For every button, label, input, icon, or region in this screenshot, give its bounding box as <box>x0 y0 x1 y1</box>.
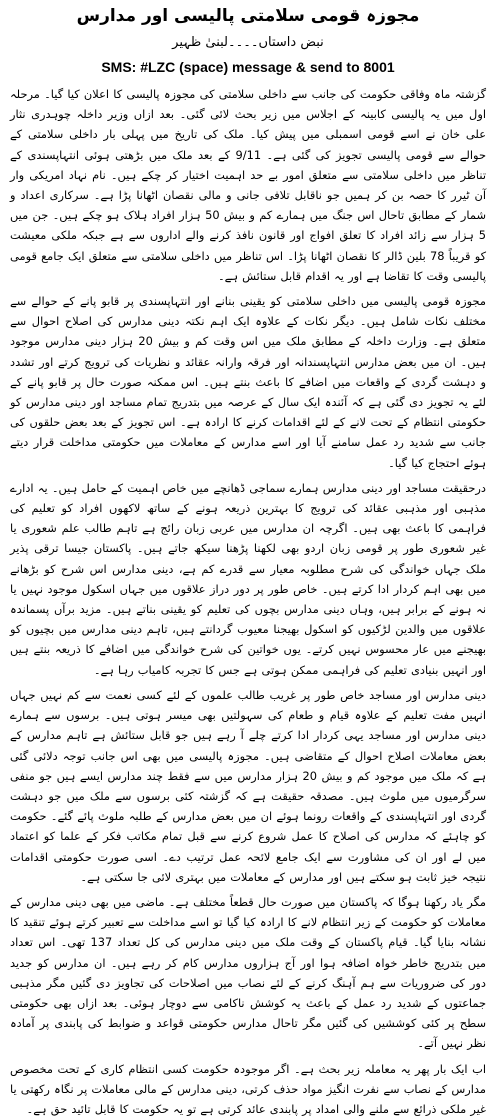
article-byline: نبض داستاں۔۔۔۔لبنیٰ ظہیر <box>172 35 324 50</box>
article-title: مجوزہ قومی سلامتی پالیسی اور مدارس <box>76 6 420 26</box>
paragraph: مگر یاد رکھنا ہوگا کہ پاکستان میں صورت حال قطعاً مختلف ہے۔ ماضی میں بھی دینی مدارس کے معاملات کو حکومت کے زیر انتظام لانے کا ارادہ کیا گیا تو اسے مداخلت سے تعبیر کرتے ہوئے تنقید کا نشانہ بنایا گیا۔ قیام پاکستان کے وقت ملک میں دینی مدارس کی کل تعداد 137 تھی۔ اس تعداد میں بتدریج خاطر خواہ اضافہ ہوا اور آج ہزاروں مدارس کام کر رہے ہیں۔ ان مدارس کو جدید دور کی ضروریات سے ہم آہنگ کرنے کے لئے نصاب میں اصلاحات کی تجاویز دی گئیں مگر مذہبی جماعتوں کے شدید رد عمل کے باعث یہ کوشش ناکامی سے دوچار ہوئی۔ بعد ازاں بھی حکومتی سطح پر کئی کوششیں کی گئیں مگر تاحال مدارس حکومتی قواعد و ضوابط کی پابندی پر آمادہ نظر نہیں آتے۔ <box>10 894 486 1051</box>
paragraph: مجوزہ قومی پالیسی میں داخلی سلامتی کو یقینی بنانے اور انتہاپسندی پر قابو پانے کے حوالے سے مختلف نکات شامل ہیں۔ دیگر نکات کے علاوہ ایک اہم نکتہ دینی مدارس کی اصلاح احوال سے متعلق ہے۔ وزارت داخلہ کے مطابق ملک میں اس وقت کم و بیش 20 ہزار دینی مدارس موجود ہیں۔ ان میں بعض مدارس انتہاپسندانہ اور فرقہ وارانہ عقائد و نظریات کی ترویج کرتے اور تشدد و دہشت گردی کے واقعات میں اضافے کا باعث بنتے ہیں۔ اس ممکنہ صورت حال پر قابو پانے کے لئے یہ تجویز دی گئی ہے کہ آئندہ ایک سال کے عرصہ میں بتدریج تمام مساجد اور دینی مدارس کو حکومتی انتظام کے تحت لانے کے لئے اقدامات کرنے کا ارادہ ہے۔ اس تجویز کے بعد بعض حلقوں کی جانب سے شدید رد عمل سامنے آیا اور اسے مدارس کے معاملات میں حکومتی مداخلت قرار دیتے ہوئے احتجاج کیا گیا۔ <box>10 294 486 470</box>
paragraph: گزشتہ ماہ وفاقی حکومت کی جانب سے داخلی سلامتی کی مجوزہ پالیسی کا اعلان کیا گیا۔ مرحلہ اول میں یہ پالیسی کابینہ کے اجلاس میں زیر بحث لائی گئی۔ بعد ازاں وزیر داخلہ چوہدری نثار علی خان نے اسے قومی اسمبلی میں پیش کیا۔ ملک کی تاریخ میں پہلی بار داخلی سلامتی کے حوالے سے قومی پالیسی تجویز کی گئی ہے۔ 9/11 کے بعد ملک میں بڑھتی ہوئی انتہاپسندی کے تناظر میں داخلی سلامتی سے متعلق امور بے حد اہمیت اختیار کر چکے ہیں۔ نام نہاد امریکی وار آن ٹیرر کا حصہ بن کر ہمیں جو ناقابل تلافی جانی و مالی نقصان اٹھانا پڑا ہے۔ سرکاری اعداد و شمار کے مطابق تاحال اس جنگ میں ہمارے کم و بیش 50 ہزار افراد ہلاک ہو چکے ہیں۔ جن میں 5 ہزار سے زائد افراد کا تعلق افواج اور قانون نافذ کرنے والے اداروں سے ہے جبکہ ملکی معیشت کو قریباً 78 بلین ڈالر کا نقصان اٹھانا پڑا۔ اس تناظر میں داخلی سلامتی سے متعلق ایک جامع قومی پالیسی وقت کا تقاضا ہے اور یہ اقدام قابل ستائش ہے۔ <box>10 87 487 283</box>
sms-line: SMS: #LZC (space) message & send to 8001 <box>101 59 395 75</box>
paragraph: دینی مدارس اور مساجد خاص طور پر غریب طالب علموں کے لئے کسی نعمت سے کم نہیں جہاں انہیں مفت تعلیم کے علاوہ قیام و طعام کی سہولتیں بھی میسر ہوتی ہیں۔ برسوں سے ہمارے دینی مدارس اور مساجد یہی کردار ادا کرتے چلے آ رہے ہیں جو قابل ستائش ہے تاہم مدارس کے بعض معاملات اصلاح احوال کے متقاضی ہیں۔ مجوزہ پالیسی میں بھی اس جانب توجہ دلائی گئی ہے کہ ملک میں موجود کم و بیش 20 ہزار مدارس میں سے فقط چند مدارس ایسے ہیں جو منفی سرگرمیوں میں ملوث ہیں۔ مصدقہ حقیقت ہے کہ گزشتہ کئی برسوں سے ملک میں جو دہشت گردی اور انتہاپسندی کے واقعات رونما ہوئے ان میں بعض مدارس کے طلبہ ملوث پائے گئے۔ حکومت کو چاہئے کہ مدارس کی اصلاح کا عمل شروع کرنے سے قبل تمام مکاتب فکر کے علما کو اعتماد میں لے اور ان کی مشاورت سے ایک جامع لائحہ عمل ترتیب دے۔ اسی صورت حکومتی اقدامات نتیجہ خیز ثابت ہو سکتے ہیں اور مدارس کے معاملات میں بہتری لائی جا سکتی ہے۔ <box>10 687 486 884</box>
paragraph: درحقیقت مساجد اور دینی مدارس ہمارے سماجی ڈھانچے میں خاص اہمیت کے حامل ہیں۔ یہ ادارے مذہبی اور مذہبی عقائد کی ترویج کا بہترین ذریعہ ہونے کے ساتھ لاکھوں افراد کو تعلیم کی فراہمی کا باعث بھی ہیں۔ اگرچہ ان مدارس میں عربی زبان رائج ہے تاہم طالب علم شعوری یا غیر شعوری طور پر قومی زبان اردو بھی لکھنا پڑھنا سیکھ جاتے ہیں۔ پاکستان جیسا ترقی پذیر ملک جہاں خواندگی کی شرح مطلوبہ معیار سے قدرے کم ہے، دینی مدارس اس شرح کو بڑھانے میں بھی اہم کردار ادا کرتے ہیں۔ خاص طور پر دور دراز علاقوں میں جہاں اسکول موجود نہیں یا نہ ہونے کے برابر ہیں، وہاں دینی مدارس بچوں کی تعلیم کو یقینی بناتے ہیں۔ مزید برآں پسماندہ علاقوں میں والدین لڑکیوں کو اسکول بھیجنا معیوب گردانتے ہیں، تاہم دینی مدارس میں بچیوں کو بھیجنے میں عار محسوس نہیں کرتے۔ یوں خواتین کی شرح خواندگی میں اضافے کا ذریعہ بنتے ہیں اور انہیں بنیادی تعلیم کی فراہمی ممکن ہوتی ہے جس کا تجربہ کامیاب رہا ہے۔ <box>10 480 486 677</box>
paragraph: اب ایک بار پھر یہ معاملہ زیر بحث ہے۔ اگر موجودہ حکومت کسی انتظام کاری کے تحت مخصوص مدارس کے نصاب سے نفرت انگیز مواد حذف کرتی، دینی مدارس کے مالی معاملات پر نگاہ رکھتی یا غیر ملکی ذرائع سے ملنے والی امداد پر پابندی عائد کرتی ہے تو یہ حکومت کا قابل تائید حق ہے۔ <box>10 1061 486 1116</box>
